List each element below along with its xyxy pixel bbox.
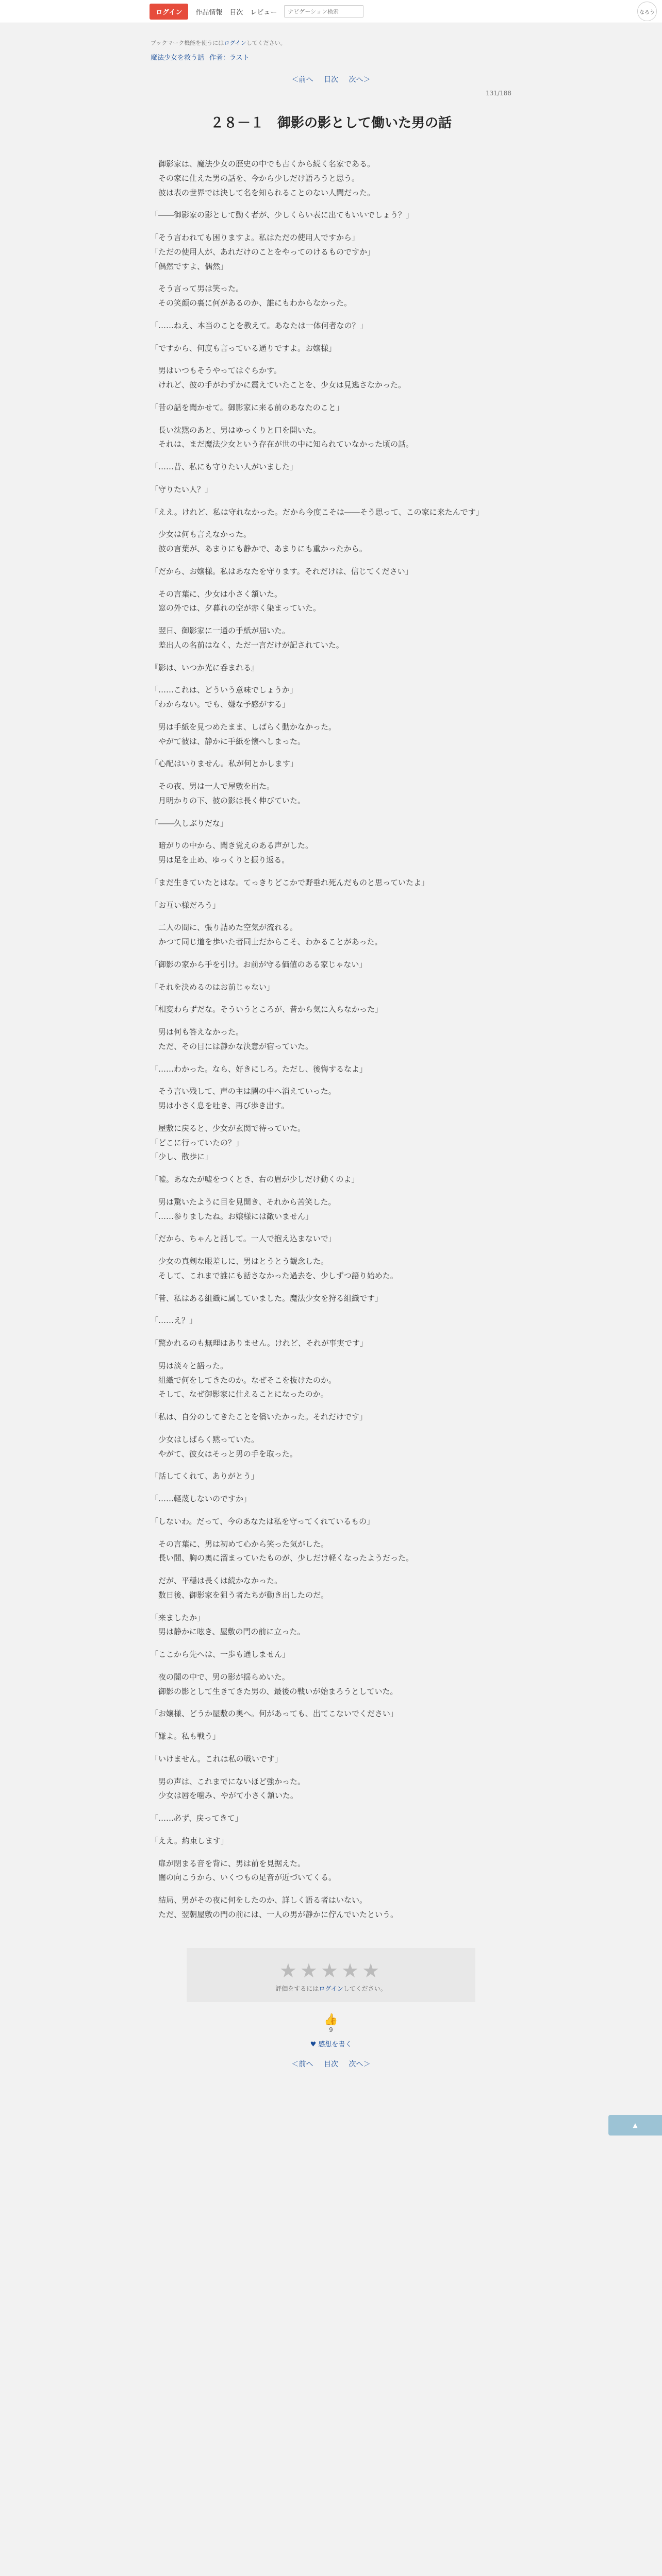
story-paragraph: 少女はしばらく黙っていた。 やがて、彼女はそっと男の手を取った。 (158, 1434, 297, 1459)
bookmark-notice (151, 23, 511, 52)
story-paragraph: 「ここから先へは、一歩も通しません」 (151, 1650, 290, 1659)
story-paragraph: 「お互い様だろう」 (151, 900, 221, 910)
story-paragraph: 「話してくれて、ありがとう」 (151, 1471, 259, 1481)
story-paragraph: 「まだ生きていたとはな。てっきりどこかで野垂れ死んだものと思っていたよ」 (151, 877, 429, 887)
rating-prefix: 評価をするには (275, 1985, 319, 1992)
story-paragraph: 「……必ず、戻ってきて」 (151, 1814, 243, 1823)
story-paragraph: 男は手紙を見つめたまま、しばらく動かなかった。 やがて彼は、静かに手紙を懐へしまった。 (158, 722, 337, 746)
rating-box (187, 1948, 475, 2002)
story-paragraph: 「しないわ。だって、今のあなたは私を守ってくれているもの」 (151, 1516, 375, 1526)
story-paragraph: 「守りたい人？」 (151, 484, 213, 494)
content-wrapper (151, 23, 511, 2069)
notice-suffix: してください。 (246, 40, 286, 46)
story-paragraph: 「ええ。けれど、私は守れなかった。だから今度こそは――そう思って、この家に来たんです」 (151, 507, 484, 517)
story-paragraph: そう言い残して、声の主は闇の中へ消えていった。 男は小さく息を吐き、再び歩き出す。 (158, 1087, 336, 1110)
bottom-pager (151, 2059, 511, 2069)
next-link[interactable]: 次へ＞ (349, 76, 371, 84)
story-paragraph: その言葉に、男は初めて心から笑った気がした。 長い間、胸の奥に溜まっていたものが、少しだけ軽くなったようだった。 (158, 1539, 414, 1563)
story-paragraph: 男はいつもそうやってはぐらかす。 けれど、彼の手がわずかに震えていたことを、少女は見逃さなかった。 (158, 366, 406, 389)
story-paragraph: 「いけません。これは私の戦いです」 (151, 1754, 283, 1764)
page-count: 131/188 (486, 90, 511, 97)
story-paragraph: 男は何も答えなかった。 ただ、その目には静かな決意が宿っていた。 (158, 1027, 313, 1051)
story-paragraph: 『影は、いつか光に呑まれる』 (151, 663, 259, 672)
story-paragraph: 夜の闇の中で、男の影が揺らめいた。 御影の影として生きてきた男の、最後の戦いが始まろうとしていた。 (158, 1672, 398, 1696)
story-paragraph: 「嫌よ。私も戦う」 (151, 1732, 221, 1741)
story-paragraph: 「――御影家の影として動く者が、少しくらい表に出てもいいでしょう？」 (151, 210, 414, 220)
breadcrumb-author[interactable]: 作者：ラスト (209, 54, 250, 62)
story-paragraph: 少女は何も言えなかった。 彼の言葉が、あまりにも静かで、あまりにも重かったから。 (158, 530, 367, 553)
rating-suffix: してください。 (343, 1985, 387, 1992)
rating-label (187, 1984, 475, 1993)
notice-login-link[interactable]: ログイン (224, 40, 246, 46)
notice-prefix: ブックマーク機能を使うには (151, 40, 224, 46)
story-paragraph: 「御影の家から手を引け。お前が守る価値のある家じゃない」 (151, 959, 367, 969)
nav-item-toc[interactable]: 目次 (229, 8, 243, 16)
story-paragraph: 「相変わらずだな。そういうところが、昔から気に入らなかった」 (151, 1005, 383, 1014)
story-paragraph: 少女の真剣な眼差しに、男はとうとう観念した。 そして、これまで誰にも話さなかった過去を、少しずつ語り始めた。 (158, 1257, 398, 1280)
write-review-link[interactable]: ♥ 感想を書く (310, 2040, 352, 2048)
rating-login-link[interactable]: ログイン (319, 1985, 343, 1992)
story-paragraph: 「それを決めるのはお前じゃない」 (151, 982, 275, 992)
breadcrumb-work-title[interactable]: 魔法少女を救う話 (151, 54, 205, 62)
prev-link[interactable]: ＜前へ (291, 76, 313, 84)
story-body (151, 157, 511, 1922)
site-logo[interactable]: なろう (637, 2, 657, 21)
story-paragraph: 「だから、お嬢様。私はあなたを守ります。それだけは、信じてください」 (151, 566, 413, 576)
login-button[interactable]: ログイン (150, 4, 188, 20)
bottom-next-link[interactable]: 次へ＞ (349, 2060, 371, 2069)
story-paragraph: 「……昔、私にも守りたい人がいました」 (151, 462, 298, 471)
story-paragraph: 「だから、ちゃんと話して。一人で抱え込まないで」 (151, 1234, 336, 1244)
top-bar (0, 0, 662, 23)
story-paragraph: 御影家は、魔法少女の歴史の中でも古くから続く名家である。 その家に仕えた男の話を、今から少しだけ語ろうと思う。 彼は表の世界では決して名を知られることのない人間だった。 (158, 159, 375, 197)
story-paragraph: 長い沈黙のあと、男はゆっくりと口を開いた。 それは、まだ魔法少女という存在が世の中に知られていなかった頃の話。 (158, 425, 414, 449)
story-paragraph: 「お嬢様、どうか屋敷の奥へ。何があっても、出てこないでください」 (151, 1709, 398, 1719)
story-paragraph: 男の声は、これまでにないほど強かった。 少女は唇を噛み、やがて小さく頷いた。 (158, 1776, 306, 1801)
story-paragraph: 「嘘。あなたが嘘をつくとき、右の眉が少しだけ動くのよ」 (151, 1175, 359, 1184)
thumbs-up-icon[interactable]: 👍 (324, 2013, 338, 2026)
story-paragraph: 男は淡々と語った。 組織で何をしてきたのか。なぜそこを抜けたのか。 そして、なぜ御影家に仕えることになったのか。 (158, 1361, 337, 1399)
story-paragraph: 暗がりの中から、聞き覚えのある声がした。 男は足を止め、ゆっくりと振り返る。 (158, 841, 313, 865)
story-paragraph: 二人の間に、張り詰めた空気が流れる。 かつて同じ道を歩いた者同士だからこそ、わかることがあった。 (158, 923, 383, 946)
story-paragraph: そう言って男は笑った。 その笑顔の裏に何があるのか、誰にもわからなかった。 (158, 284, 352, 308)
story-paragraph: 「昔の話を聞かせて。御影家に来る前のあなたのこと」 (151, 402, 344, 412)
story-paragraph: 翌日、御影家に一通の手紙が届いた。 差出人の名前はなく、ただ一言だけが記されていた。 (158, 626, 344, 650)
story-paragraph: 結局、男がその夜に何をしたのか、詳しく語る者はいない。 ただ、翌朝屋敷の門の前には、一人の男が静かに佇んでいたという。 (158, 1895, 399, 1919)
page-top-tab[interactable]: ▲ (608, 2115, 662, 2136)
story-paragraph: 「私は、自分のしてきたことを償いたかった。それだけです」 (151, 1412, 368, 1421)
story-paragraph: 「ですから、何度も言っている通りですよ。お嬢様」 (151, 343, 337, 353)
chapter-title: ２８－１ 御影の影として働いた男の話 (210, 115, 452, 131)
story-paragraph: その言葉に、少女は小さく頷いた。 窓の外では、夕暮れの空が赤く染まっていた。 (158, 589, 321, 613)
story-paragraph: だが、平穏は長くは続かなかった。 数日後、御影家を狙う者たちが動き出したのだ。 (158, 1576, 329, 1600)
story-paragraph: 「……え？」 (151, 1316, 197, 1326)
story-paragraph: その夜、男は一人で屋敷を出た。 月明かりの下、彼の影は長く伸びていた。 (158, 782, 306, 805)
breadcrumb (151, 52, 511, 62)
story-paragraph: 「心配はいりません。私が何とかします」 (151, 759, 298, 769)
nav-item-review[interactable]: レビュー (250, 8, 277, 16)
bottom-prev-link[interactable]: ＜前へ (291, 2060, 313, 2069)
like-area (151, 2013, 511, 2048)
story-paragraph: 男は驚いたように目を見開き、それから苦笑した。 「……参りましたね。お嬢様には敵いません」 (151, 1197, 336, 1221)
rating-stars[interactable]: ★★★★★ (279, 1959, 383, 1982)
story-paragraph: 「昔、私はある組織に属していました。魔法少女を狩る組織です」 (151, 1293, 383, 1303)
like-count: 9 (329, 2026, 333, 2033)
story-paragraph: 「……軽蔑しないのですか」 (151, 1494, 252, 1503)
story-paragraph: 「――久しぶりだな」 (151, 818, 228, 828)
story-paragraph: 「驚かれるのも無理はありません。けれど、それが事実です」 (151, 1338, 368, 1348)
story-paragraph: 「……わかった。なら、好きにしろ。ただし、後悔するなよ」 (151, 1064, 368, 1074)
toc-link[interactable]: 目次 (324, 76, 338, 84)
bottom-toc-link[interactable]: 目次 (324, 2060, 338, 2069)
search-input[interactable] (284, 5, 363, 18)
story-paragraph: 「……ねえ、本当のことを教えて。あなたは一体何者なの？」 (151, 320, 368, 330)
top-pager (151, 74, 511, 84)
story-paragraph: 「ええ。約束します」 (151, 1836, 228, 1845)
story-paragraph: 扉が閉まる音を背に、男は前を見据えた。 闇の向こうから、いくつもの足音が近づいてくる。 (158, 1858, 337, 1883)
story-paragraph: 「来ましたか」 男は静かに呟き、屋敷の門の前に立った。 (151, 1613, 305, 1637)
story-paragraph: 「……これは、どういう意味でしょうか」 「わからない。でも、嫌な予感がする」 (151, 685, 298, 709)
story-paragraph: 屋敷に戻ると、少女が玄関で待っていた。 「どこに行っていたの？」 「少し、散歩に」 (151, 1123, 306, 1162)
story-paragraph: 「そう言われても困りますよ。私はただの使用人ですから」 「ただの使用人が、あれだけのことをやってのけるものですか」 「偶然ですよ、偶然」 (151, 233, 375, 271)
nav-item-work-info[interactable]: 作品情報 (195, 8, 223, 16)
